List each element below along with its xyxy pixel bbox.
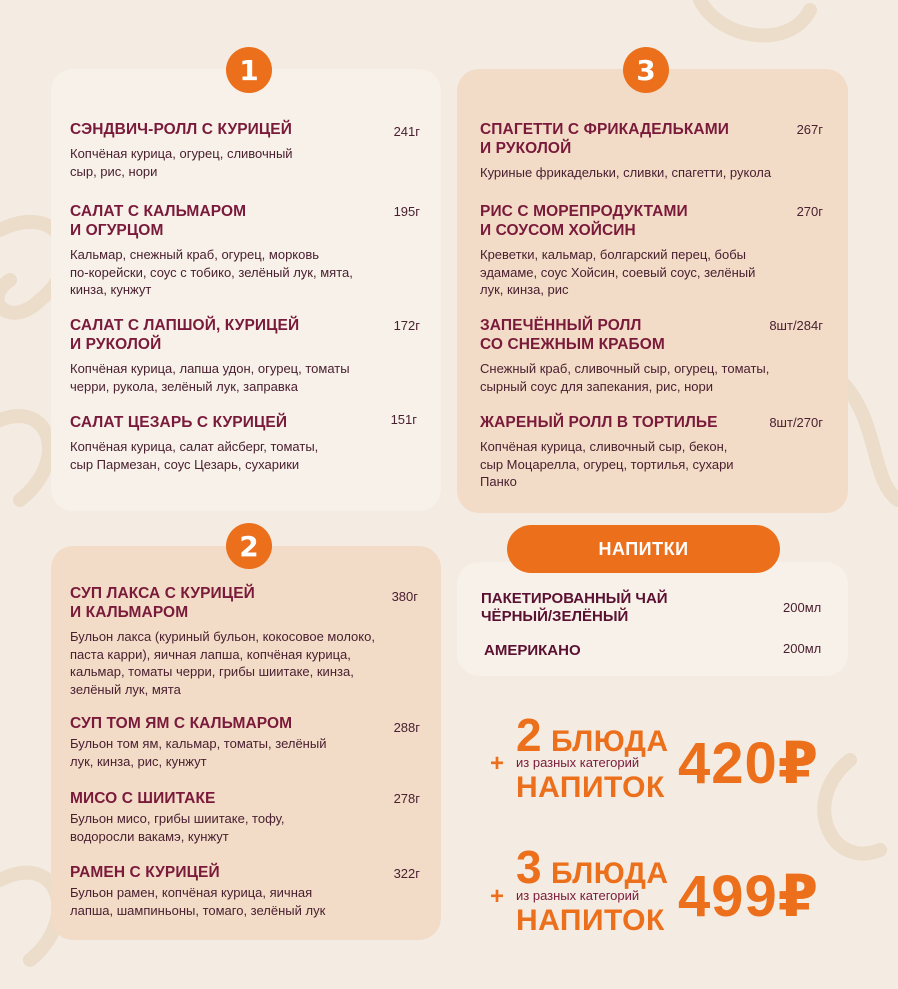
drink-name[interactable]: ПАКЕТИРОВАННЫЙ ЧАЙ ЧЁРНЫЙ/ЗЕЛЁНЫЙ (481, 590, 668, 625)
item-name: РИС С МОРЕПРОДУКТАМИ И СОУСОМ ХОЙСИН (480, 203, 688, 239)
category-badge-2: 2 (226, 523, 272, 569)
item-description: Креветки, кальмар, болгарский перец, бобы эдамаме, соус Хойсин, соевый соус, зелёный лук, кинза, рис (480, 247, 756, 297)
item-description: Копчёная курица, салат айсберг, томаты, сыр Пармезан, соус Цезарь, сухарики (70, 439, 319, 472)
drink-volume: 200мл (783, 641, 822, 656)
combo-price: 420₽ (678, 731, 820, 796)
combo-dishes (516, 708, 669, 762)
combo-count: 3 (516, 841, 543, 893)
menu-item[interactable] (70, 316, 410, 395)
menu-item[interactable] (70, 202, 410, 299)
combo-count: 2 (516, 709, 543, 761)
item-weight: 241г (393, 124, 420, 139)
plus-sign: + (490, 883, 505, 910)
item-weight: 270г (796, 204, 823, 219)
item-name: МИСО С ШИИТАКЕ (70, 790, 216, 807)
item-weight: 195г (393, 204, 420, 219)
combo-subtitle: из разных категорий (516, 888, 640, 903)
item-description: Кальмар, снежный краб, огурец, морковь по-корейски, соус с тобико, зелёный лук, мята, кинза, кунжут (70, 247, 353, 297)
item-description: Бульон рамен, копчёная курица, яичная лапша, шампиньоны, томаго, зелёный лук (70, 885, 326, 918)
item-weight: 172г (393, 318, 420, 333)
item-description: Бульон том ям, кальмар, томаты, зелёный лук, кинза, рис, кунжут (70, 736, 327, 769)
item-description: Копчёная курица, огурец, сливочный сыр, рис, нори (70, 146, 293, 179)
item-description: Копчёная курица, лапша удон, огурец, томаты черри, рукола, зелёный лук, заправка (70, 361, 350, 394)
category-badge-3: 3 (623, 47, 669, 93)
combo-dishes-label: БЛЮДА (550, 857, 669, 890)
item-weight: 8шт/284г (769, 318, 823, 333)
item-weight: 288г (393, 720, 420, 735)
item-name: САЛАТ С КАЛЬМАРОМ И ОГУРЦОМ (70, 203, 247, 239)
menu-item[interactable] (70, 120, 410, 180)
item-description: Куриные фрикадельки, сливки, спагетти, рукола (480, 165, 772, 180)
item-weight: 380г (391, 589, 418, 604)
item-description: Бульон лакса (куриный бульон, кокосовое молоко, паста карри), яичная лапша, копчёная курица, кальмар, томаты черри, грибы шиитаке, кинза, зелёный лук, мята (70, 629, 375, 697)
item-name: САЛАТ ЦЕЗАРЬ С КУРИЦЕЙ (70, 414, 288, 431)
item-name: СПАГЕТТИ С ФРИКАДЕЛЬКАМИ И РУКОЛОЙ (480, 121, 729, 157)
item-description: Бульон мисо, грибы шиитаке, тофу, водоросли вакамэ, кунжут (70, 811, 285, 844)
item-weight: 278г (393, 791, 420, 806)
drink-name[interactable]: АМЕРИКАНО (484, 642, 581, 659)
combo-price: 499₽ (678, 864, 820, 929)
plus-sign: + (490, 750, 505, 777)
drinks-title: НАПИТКИ (507, 525, 780, 573)
combo-dishes-label: БЛЮДА (550, 725, 669, 758)
item-name: СЭНДВИЧ-РОЛЛ С КУРИЦЕЙ (70, 121, 292, 138)
item-name: СУП ТОМ ЯМ С КАЛЬМАРОМ (70, 715, 293, 732)
combo-drink: НАПИТОК (516, 904, 665, 937)
item-name: ЖАРЕНЫЙ РОЛЛ В ТОРТИЛЬЕ (480, 414, 718, 431)
item-name: РАМЕН С КУРИЦЕЙ (70, 864, 220, 881)
combo-drink: НАПИТОК (516, 771, 665, 804)
item-description: Снежный краб, сливочный сыр, огурец, томаты, сырный соус для запекания, рис, нори (480, 361, 770, 394)
drink-volume: 200мл (783, 600, 822, 615)
item-name: СУП ЛАКСА С КУРИЦЕЙ И КАЛЬМАРОМ (70, 585, 255, 621)
item-weight: 267г (796, 122, 823, 137)
item-description: Копчёная курица, сливочный сыр, бекон, сыр Моцарелла, огурец, тортилья, сухари Панко (480, 439, 734, 489)
item-name: ЗАПЕЧЁННЫЙ РОЛЛ СО СНЕЖНЫМ КРАБОМ (480, 317, 665, 353)
combo-dishes (516, 840, 669, 894)
item-weight: 8шт/270г (769, 415, 823, 430)
item-weight: 322г (393, 866, 420, 881)
combo-subtitle: из разных категорий (516, 755, 640, 770)
item-name: САЛАТ С ЛАПШОЙ, КУРИЦЕЙ И РУКОЛОЙ (70, 317, 300, 353)
category-badge-1: 1 (226, 47, 272, 93)
item-weight: 151г (390, 412, 417, 427)
